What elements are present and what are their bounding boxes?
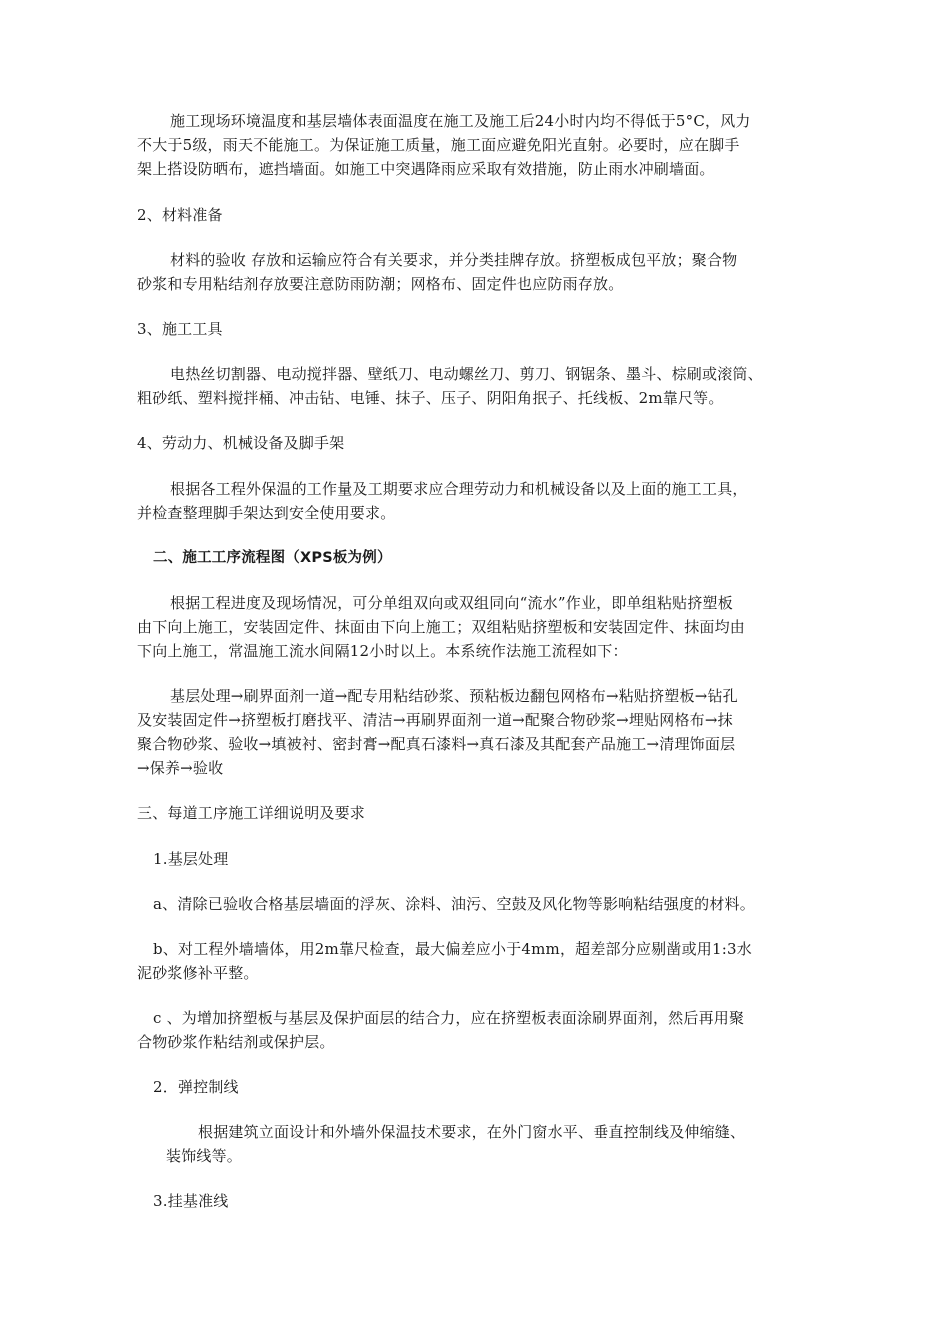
heading-tools: 3、施工工具 bbox=[137, 320, 223, 338]
para-line-8: 根据各工程外保温的工作量及工期要求应合理劳动力和机械设备以及上面的施工工具， bbox=[170, 480, 748, 498]
para-line-3: 架上搭设防晒布，遮挡墙面。如施工中突遇降雨应采取有效措施，防止雨水冲刷墙面。 bbox=[137, 160, 715, 178]
para-line-15: 聚合物砂浆、验收→填被衬、密封膏→配真石漆料→真石漆及其配套产品施工→清理饰面层 bbox=[137, 735, 736, 753]
para-line-5: 砂浆和专用粘结剂存放要注意防雨防潮；网格布、固定件也应防雨存放。 bbox=[137, 275, 624, 293]
para-line-1: 施工现场环境温度和基层墙体表面温度在施工及施工后24小时内均不得低于5°C，风力 bbox=[170, 112, 751, 130]
para-line-13: 基层处理→刷界面剂一道→配专用粘结砂浆、预粘板边翻包网格布→粘贴挤塑板→钻孔 bbox=[170, 687, 738, 705]
heading-labor: 4、劳动力、机械设备及脚手架 bbox=[137, 434, 345, 452]
item-c-line-2: 合物砂浆作粘结剂或保护层。 bbox=[137, 1033, 335, 1051]
para-line-6: 电热丝切割器、电动搅拌器、壁纸刀、电动螺丝刀、剪刀、钢锯条、墨斗、棕刷或滚筒、 bbox=[170, 365, 763, 383]
para-line-12: 下向上施工，常温施工流水间隔12小时以上。本系统作法施工流程如下： bbox=[137, 642, 628, 660]
item-a: a、清除已验收合格基层墙面的浮灰、涂料、油污、空鼓及风化物等影响粘结强度的材料。 bbox=[153, 895, 755, 913]
para-line-16: →保养→验收 bbox=[137, 759, 224, 777]
para-line-2: 不大于5级，雨天不能施工。为保证施工质量，施工面应避免阳光直射。必要时，应在脚手 bbox=[137, 136, 740, 154]
para-line-9: 并检查整理脚手架达到安全使用要求。 bbox=[137, 504, 396, 522]
heading-materials: 2、材料准备 bbox=[137, 206, 223, 224]
para-line-4: 材料的验收 存放和运输应符合有关要求，并分类挂牌存放。挤塑板成包平放；聚合物 bbox=[170, 251, 738, 269]
heading-reference-line: 3.挂基准线 bbox=[153, 1192, 229, 1210]
item-b-line-2: 泥砂浆修补平整。 bbox=[137, 964, 259, 982]
para-line-17: 根据建筑立面设计和外墙外保温技术要求，在外门窗水平、垂直控制线及伸缩缝、 bbox=[198, 1123, 746, 1141]
para-line-10: 根据工程进度及现场情况，可分单组双向或双组同向“流水”作业，即单组粘贴挤塑板 bbox=[170, 594, 733, 612]
heading-control-lines: 2．弹控制线 bbox=[153, 1078, 239, 1096]
heading-base-treatment: 1.基层处理 bbox=[153, 850, 229, 868]
item-b-line-1: b、对工程外墙墙体，用2m靠尺检查，最大偏差应小于4mm，超差部分应剔凿或用1:3水 bbox=[153, 940, 752, 958]
heading-details: 三、每道工序施工详细说明及要求 bbox=[137, 804, 366, 822]
para-line-11: 由下向上施工，安装固定件、抹面由下向上施工；双组粘贴挤塑板和安装固定件、抹面均由 bbox=[137, 618, 746, 636]
item-c-line-1: c 、为增加挤塑板与基层及保护面层的结合力，应在挤塑板表面涂刷界面剂，然后再用聚 bbox=[153, 1009, 745, 1027]
para-line-7: 粗砂纸、塑料搅拌桶、冲击钻、电锤、抹子、压子、阴阳角抿子、托线板、2m靠尺等。 bbox=[137, 389, 724, 407]
para-line-18: 装饰线等。 bbox=[166, 1147, 243, 1165]
para-line-14: 及安装固定件→挤塑板打磨找平、清洁→再刷界面剂一道→配聚合物砂浆→埋贴网格布→抹 bbox=[137, 711, 733, 729]
heading-process-flow: 二、施工工序流程图（XPS板为例） bbox=[153, 550, 392, 566]
